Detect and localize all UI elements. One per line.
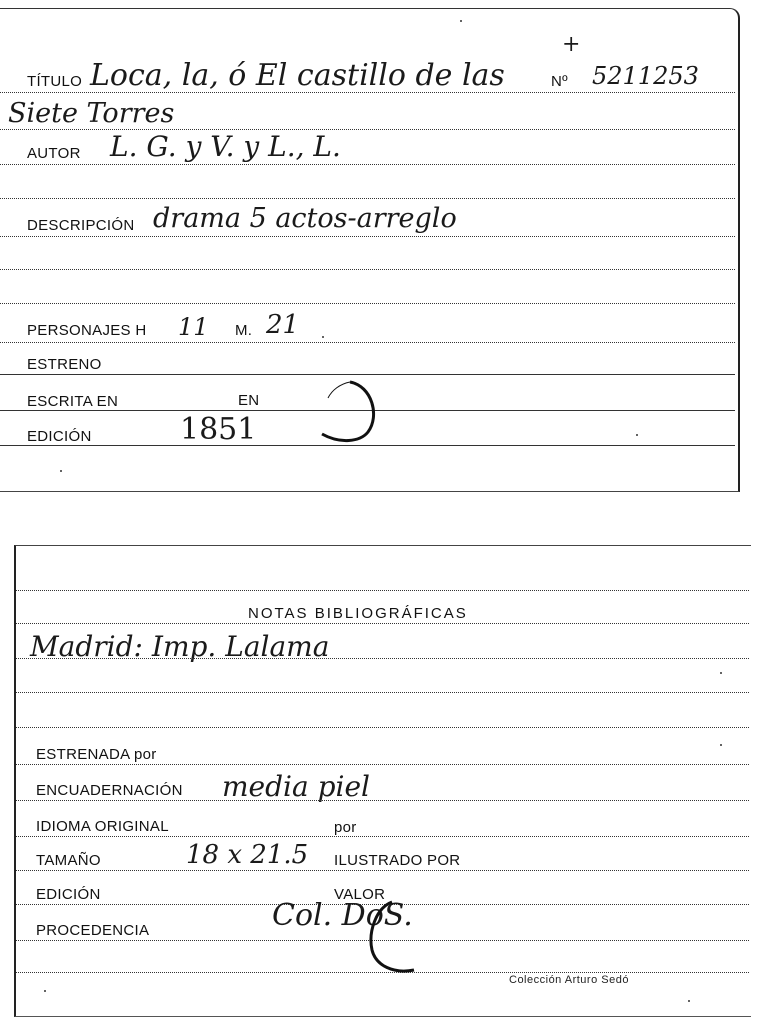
autor-value: L. G. y V. y L., L. (110, 130, 341, 163)
speck (460, 20, 462, 22)
speck (60, 470, 62, 472)
escrita-en-label: ESCRITA EN (27, 393, 119, 410)
autor-line (0, 164, 735, 165)
personajes-line (0, 342, 735, 343)
notas-line-3 (16, 692, 749, 693)
edicion-label-2: EDICIÓN (36, 886, 101, 903)
tamano-label: TAMAÑO (36, 852, 101, 869)
encuadernacion-label: ENCUADERNACIÓN (36, 782, 183, 799)
punch-hole-notch-2 (362, 896, 432, 978)
speck (688, 1000, 690, 1002)
idioma-por-label: por (334, 819, 357, 836)
edicion-label: EDICIÓN (27, 428, 92, 445)
procedencia-label: PROCEDENCIA (36, 922, 150, 939)
notas-line-2 (16, 658, 749, 659)
tamano-line (16, 870, 749, 871)
notas-value: Madrid: Imp. Lalama (30, 630, 330, 663)
blank-line-3 (0, 303, 735, 304)
titulo-label: TÍTULO (27, 73, 83, 90)
speck (720, 744, 722, 746)
speck (720, 672, 722, 674)
notas-heading: NOTAS BIBLIOGRÁFICAS (248, 605, 468, 622)
procedencia-value: Col. DoS. (272, 898, 413, 933)
escrita-en-second-label: EN (238, 392, 260, 409)
collection-footer: Colección Arturo Sedó (509, 974, 629, 986)
personajes-h-label: PERSONAJES H (27, 322, 147, 339)
personajes-m-value: 21 (266, 310, 300, 340)
titulo-line (0, 92, 735, 93)
idioma-label: IDIOMA ORIGINAL (36, 818, 169, 835)
encuadernacion-value: media piel (222, 770, 370, 803)
notas-line-4 (16, 727, 749, 728)
cross-mark: + (562, 32, 581, 57)
personajes-h-value: 11 (178, 313, 209, 341)
valor-label: VALOR (334, 886, 386, 903)
estrenada-label: ESTRENADA por (36, 746, 157, 763)
titulo-value-continued: Siete Torres (8, 98, 175, 129)
estreno-line (0, 374, 735, 375)
tamano-value: 18 x 21.5 (186, 840, 309, 870)
speck (322, 336, 324, 338)
speck (44, 990, 46, 992)
idioma-line (16, 836, 749, 837)
autor-label: AUTOR (27, 145, 81, 162)
ilustrado-label: ILUSTRADO POR (334, 852, 461, 869)
blank-line-2 (0, 269, 735, 270)
blank-line-1 (0, 198, 735, 199)
estreno-label: ESTRENO (27, 356, 102, 373)
titulo-value: Loca, la, ó El castillo de las (90, 58, 505, 93)
notas-line-1 (16, 623, 749, 624)
edicion-value: 1851 (180, 412, 257, 447)
estrenada-line (16, 764, 749, 765)
descripcion-label: DESCRIPCIÓN (27, 217, 135, 234)
top-line (16, 590, 749, 591)
descripcion-line (0, 236, 735, 237)
numero-label: Nº (551, 73, 568, 90)
numero-value: 5211253 (592, 62, 699, 90)
punch-hole-notch (310, 376, 390, 446)
descripcion-value: drama 5 actos-arreglo (153, 203, 457, 234)
personajes-m-label: M. (235, 322, 253, 339)
encuadernacion-line (16, 800, 749, 801)
speck (636, 434, 638, 436)
